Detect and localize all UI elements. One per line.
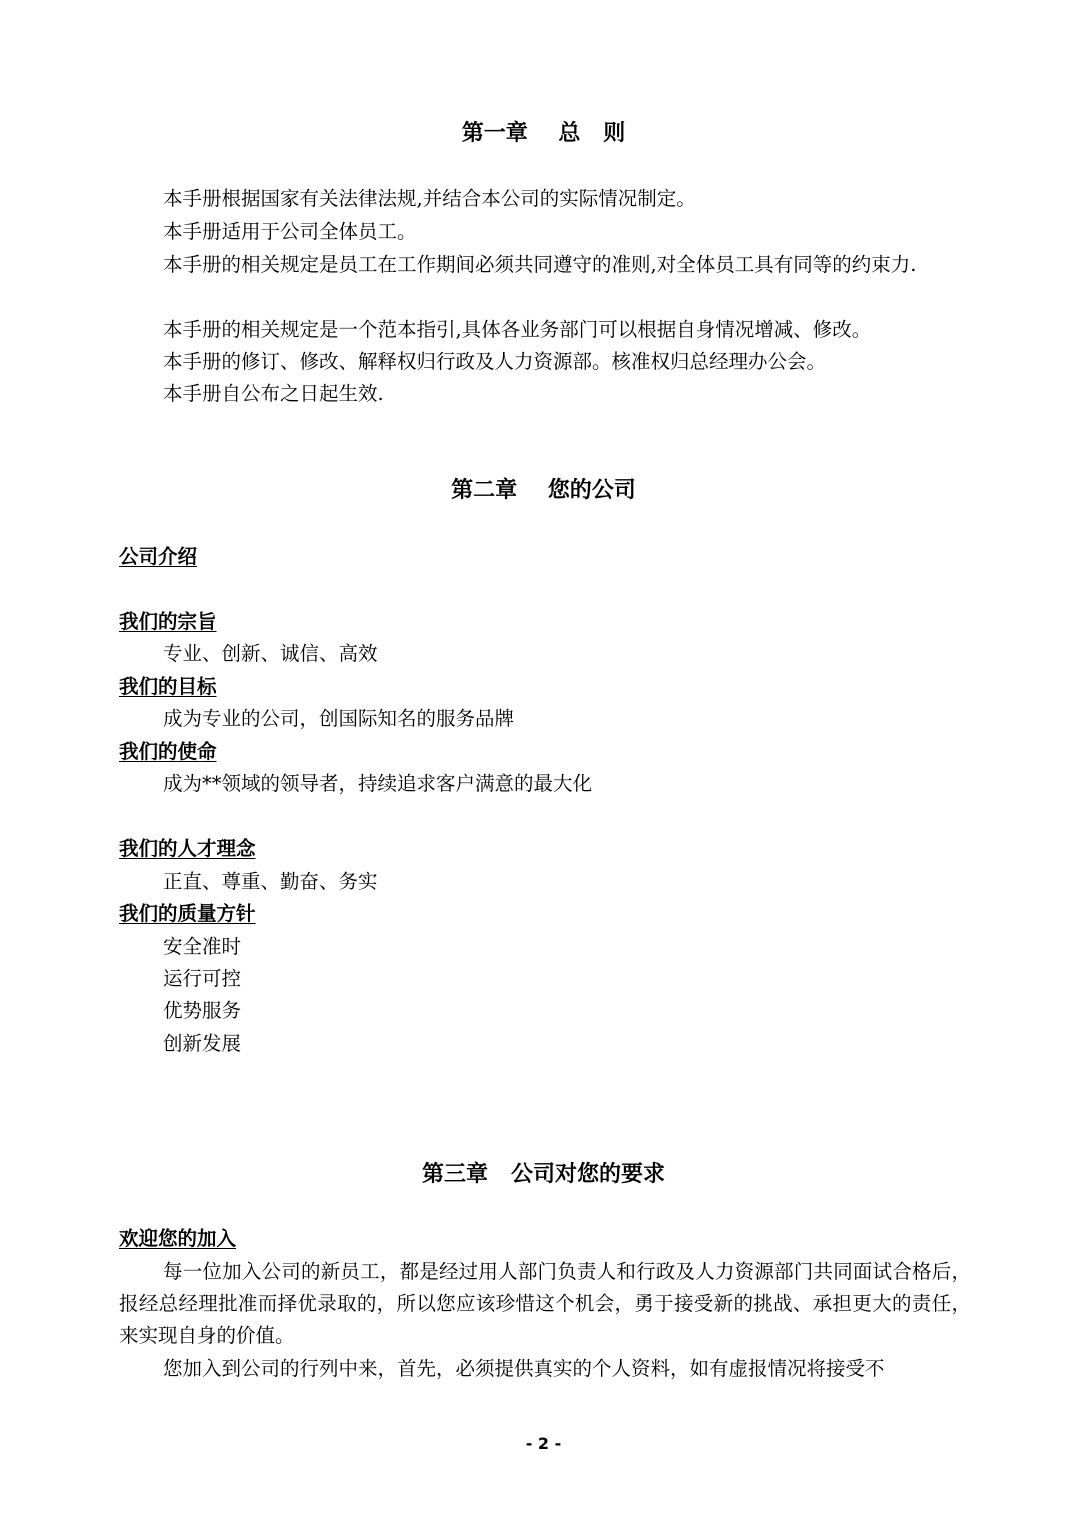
purpose-text: 专业、创新、诚信、高效 bbox=[163, 642, 378, 665]
talent-text: 正直、尊重、勤奋、务实 bbox=[163, 870, 378, 893]
chapter-2-title: 第二章 您的公司 bbox=[451, 478, 636, 503]
chapter-3-paragraph: 您加入到公司的行列中来，首先，必须提供真实的个人资料，如有虚报情况将接受不 bbox=[163, 1357, 885, 1380]
purpose-heading: 我们的宗旨 bbox=[119, 610, 217, 633]
quality-heading: 我们的质量方针 bbox=[119, 902, 256, 925]
chapter-1-paragraph: 本手册适用于公司全体员工。 bbox=[163, 220, 417, 243]
quality-item: 创新发展 bbox=[163, 1032, 242, 1055]
goal-heading: 我们的目标 bbox=[119, 675, 217, 698]
mission-text: 成为**领域的领导者，持续追求客户满意的最大化 bbox=[163, 772, 593, 795]
company-intro-heading: 公司介绍 bbox=[119, 545, 198, 568]
chapter-1-paragraph: 本手册的修订、修改、解释权归行政及人力资源部。核准权归总经理办公会。 bbox=[163, 350, 827, 373]
quality-item: 安全准时 bbox=[163, 935, 242, 958]
quality-item: 运行可控 bbox=[163, 967, 242, 990]
chapter-3-title: 第三章 公司对您的要求 bbox=[422, 1162, 665, 1187]
page-number: - 2 - bbox=[525, 1434, 562, 1453]
chapter-1-paragraph: 本手册的相关规定是一个范本指引,具体各业务部门可以根据自身情况增减、修改。 bbox=[163, 318, 872, 341]
welcome-heading: 欢迎您的加入 bbox=[119, 1227, 237, 1250]
chapter-3-paragraph: 每一位加入公司的新员工，都是经过用人部门负责人和行政及人力资源部门共同面试合格后，报经总经理批准而择优录取的，所以您应该珍惜这个机会，勇于接受新的挑战、承担更大的责任，来实现自身的价值。 bbox=[119, 1260, 971, 1347]
chapter-1-paragraph: 本手册的相关规定是员工在工作期间必须共同遵守的准则,对全体员工具有同等的约束力. bbox=[163, 253, 917, 276]
mission-heading: 我们的使命 bbox=[119, 740, 217, 763]
chapter-1-paragraph: 本手册自公布之日起生效. bbox=[163, 382, 384, 405]
chapter-1-title: 第一章 总 则 bbox=[461, 121, 626, 146]
quality-item: 优势服务 bbox=[163, 999, 242, 1022]
goal-text: 成为专业的公司，创国际知名的服务品牌 bbox=[163, 707, 515, 730]
talent-heading: 我们的人才理念 bbox=[119, 837, 256, 860]
chapter-1-paragraph: 本手册根据国家有关法律法规,并结合本公司的实际情况制定。 bbox=[163, 187, 696, 210]
